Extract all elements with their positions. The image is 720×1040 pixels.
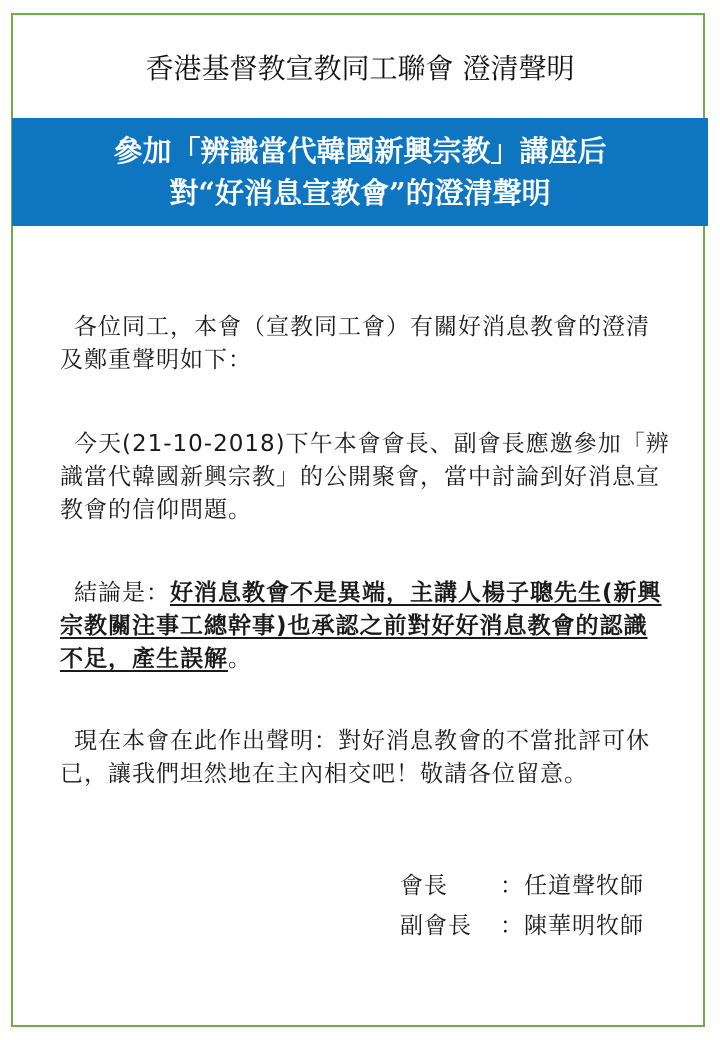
- greeting-paragraph: [60, 311, 670, 377]
- banner-title-line-1: 參加「辨識當代韓國新興宗教」講座后: [113, 134, 607, 168]
- signature-block: [400, 866, 690, 946]
- president-role: 會長: [400, 873, 448, 899]
- conclusion-paragraph: [60, 577, 670, 676]
- president-name: ：任道聲牧師: [500, 873, 644, 899]
- conclusion-label: 結論是：: [74, 580, 170, 606]
- statement-banner: [12, 118, 708, 226]
- declaration-paragraph: [60, 725, 670, 791]
- vice-president-name: ：陳華明牧師: [500, 913, 644, 939]
- declaration-text: 現在本會在此作出聲明：對好消息教會的不當批評可休已，讓我們坦然地在主內相交吧！敬請各位留意。: [60, 728, 650, 787]
- vice-president-signature: [400, 906, 690, 946]
- president-signature: [400, 866, 690, 906]
- conclusion-end: 。: [228, 646, 252, 672]
- organization-title: 香港基督教宣教同工聯會 澄清聲明: [145, 52, 575, 85]
- vice-president-role: 副會長: [400, 913, 472, 939]
- conclusion-highlight: 好消息教會不是異端，主講人楊子聰先生(新興宗教關注事工總幹事)也承認之前對好好消息教會的認識不足，產生誤解: [60, 580, 662, 672]
- event-paragraph: [60, 428, 670, 527]
- greeting-text: 各位同工，本會（宣教同工會）有關好消息教會的澄清及鄭重聲明如下：: [60, 314, 650, 373]
- event-text: 今天(21-10-2018)下午本會會長、副會長應邀參加「辨識當代韓國新興宗教」的公開聚會，當中討論到好消息宣教會的信仰問題。: [60, 431, 670, 523]
- banner-title-line-2: 對“好消息宣教會”的澄清聲明: [169, 176, 551, 210]
